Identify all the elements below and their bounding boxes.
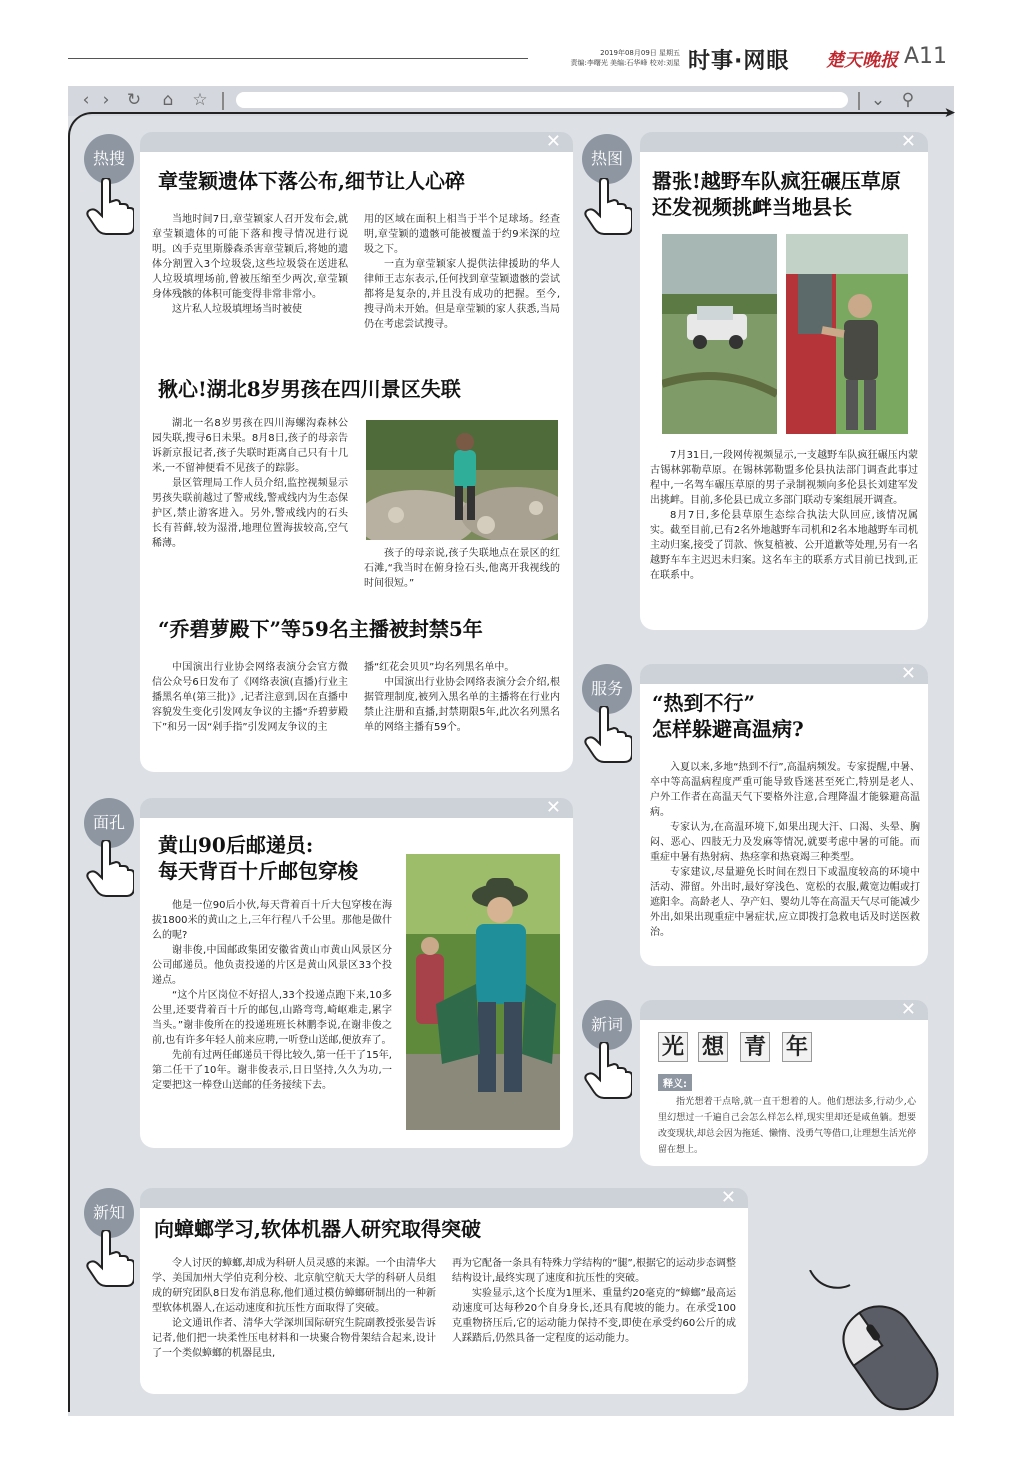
story8-para2: 论文通讯作者、清华大学深圳国际研究生院副教授张晏告诉记者,他们把一块柔性压电材料和一块聚合物骨架结合起来,设计了一个类似蟑螂的机器昆虫, xyxy=(152,1318,436,1359)
definition-text: 指光想着干点啥,就一直干想着的人。他们想法多,行动少,心里幻想过一千遍自己会怎么样怎么样,现实里却还是咸鱼躺。想要改变现状,却总会因为拖延、懒惰、没勇气等借口,让理想生活光停留在想上。 xyxy=(658,1097,916,1155)
story3-para1: 中国演出行业协会网络表演分会官方微信公众号6日发布了《网络表演(直播)行业主播黑名单(第三批)》,记者注意到,因在直播中容貌发生变化引发网友争议的主播“乔碧萝殿下”和另一因“剁手指”引发网友争议的主 xyxy=(152,662,348,733)
card-titlebar xyxy=(140,798,573,818)
home-icon: ⌂ xyxy=(162,90,174,110)
story5-title-line2: 怎样躲避高温病? xyxy=(652,717,804,741)
dropdown-icon: ⌄ xyxy=(870,90,886,110)
close-icon[interactable]: ✕ xyxy=(720,1187,736,1208)
story6-para3: “这个片区岗位不好招人,33个投递点跑下来,10多公里,还要背着百十斤的邮包,山路弯弯,崎岖难走,累字当头。”谢非俊所在的投递班班长林鹏李说,在谢非俊之前,也有许多年轻人前来应聘,一听登山送邮,便放弃了。 xyxy=(152,990,392,1046)
story5-text xyxy=(650,760,920,940)
story1-col1 xyxy=(152,212,348,317)
story6-para1: 他是一位90后小伙,每天背着百十斤大包穿梭在海拔1800米的黄山之上,三年行程八千公里。那他是做什么的呢? xyxy=(152,900,392,941)
story8-para3: 再为它配备一条具有特殊力学结构的“腿”,根据它的运动步态调整结构设计,最终实现了速度和抗压性的突破。 xyxy=(452,1258,736,1284)
story3-title: “乔碧萝殿下”等59名主播被封禁5年 xyxy=(158,617,483,641)
story2-text xyxy=(152,416,348,551)
story1-col2 xyxy=(364,212,560,332)
photo-offroad-car xyxy=(662,234,777,434)
story3-para3: 中国演出行业协会网络表演分会介绍,根据管理制度,被列入黑名单的主播将在行业内禁止注册和直播,封禁期限5年,此次名列黑名单的网络主播有59个。 xyxy=(364,677,560,733)
pointer-hand-icon xyxy=(584,706,632,764)
story4-para2: 8月7日,多伦县草原生态综合执法大队回应,该情况属实。截至目前,已有2名外地越野车司机和2名本地越野车司机主动归案,接受了罚款、恢复植被、公开道歉等处理,另有一名越野车车主迟迟未归案。这名车主的联系方式目前已找到,正在联系中。 xyxy=(650,510,918,581)
card-titlebar xyxy=(140,132,573,152)
story4-title-line2: 还发视频挑衅当地县长 xyxy=(652,195,852,219)
badge-hot-photo: 热图 xyxy=(582,134,632,184)
new-word-char: 青 xyxy=(740,1032,770,1062)
story2-caption xyxy=(364,546,560,591)
flow-arrow-icon: ➤ xyxy=(944,105,956,121)
forward-icon: › xyxy=(102,90,110,110)
close-icon[interactable]: ✕ xyxy=(900,663,916,684)
story3-col1 xyxy=(152,660,348,735)
pointer-hand-icon xyxy=(584,1042,632,1100)
story4-title xyxy=(652,168,922,220)
pointer-hand-icon xyxy=(86,840,134,898)
toolbar-divider xyxy=(222,92,224,110)
card-titlebar xyxy=(140,1188,748,1208)
close-icon[interactable]: ✕ xyxy=(545,131,561,152)
header-meta xyxy=(540,48,680,68)
photo-postman xyxy=(406,854,560,1130)
star-icon: ☆ xyxy=(192,90,208,110)
story5-title xyxy=(652,690,922,742)
new-word-char: 想 xyxy=(698,1032,728,1062)
story3-col2 xyxy=(364,660,560,735)
pointer-hand-icon xyxy=(86,178,134,236)
story8-para4: 实验显示,这个长度为1厘米、重量约20毫克的“蟑螂”最高运动速度可达每秒20个自身身长,还具有爬坡的能力。在承受100克重物挤压后,它的运动能力保持不变,即使在承受约60公斤的成人踩踏后,仍然具备一定程度的运动能力。 xyxy=(452,1288,736,1344)
definition-label: 释义: xyxy=(658,1074,692,1091)
story5-title-line1: “热到不行” xyxy=(652,691,756,715)
pointer-hand-icon xyxy=(584,178,632,236)
card-titlebar xyxy=(640,1000,928,1020)
badge-hot-search: 热搜 xyxy=(84,134,134,184)
story1-title: 章莹颖遗体下落公布,细节让人心碎 xyxy=(158,169,465,193)
story8-title: 向蟑螂学习,软体机器人研究取得突破 xyxy=(154,1217,481,1241)
story2-caption-text: 孩子的母亲说,孩子失联地点在景区的红石滩,“我当时在俯身捡石头,他离开我视线的时间很短。” xyxy=(364,548,560,589)
new-word-char: 年 xyxy=(782,1032,812,1062)
pointer-hand-icon xyxy=(86,1230,134,1288)
story6-para2: 谢非俊,中国邮政集团安徽省黄山市黄山风景区分公司邮递员。他负责投递的片区是黄山风景区33个投递点。 xyxy=(152,945,392,986)
story1-para1: 当地时间7日,章莹颖家人召开发布会,就章莹颖遗体的可能下落和搜寻情况进行说明。凶手克里斯滕森杀害章莹颖后,将她的遗体分割置入3个垃圾袋,这些垃圾袋在送进私人垃圾填埋场前,曾被压缩至少两次,章莹颖身体残骸的体积可能变得非常非常小。 xyxy=(152,214,348,300)
badge-new-word: 新词 xyxy=(582,1000,632,1050)
story6-text xyxy=(152,898,392,1093)
close-icon[interactable]: ✕ xyxy=(900,131,916,152)
story3-para2: 播“红花会贝贝”均名列黑名单中。 xyxy=(364,662,515,673)
page-number: A11 xyxy=(904,44,948,69)
refresh-icon: ↻ xyxy=(126,90,142,110)
story6-title-line1: 黄山90后邮递员: xyxy=(158,833,314,857)
story4-text xyxy=(650,448,918,583)
photo-driver xyxy=(786,234,908,434)
story8-para1: 令人讨厌的蟑螂,却成为科研人员灵感的来源。一个由清华大学、美国加州大学伯克利分校、北京航空航天大学的科研人员组成的研究团队8日发布消息称,他们通过模仿蟑螂研制出的一种新型软体机器人,在运动速度和抗压性方面取得了突破。 xyxy=(152,1258,436,1314)
story4-para1: 7月31日,一段网传视频显示,一支越野车队疯狂碾压内蒙古锡林郭勒草原。在锡林郭勒盟多伦县执法部门调查此事过程中,一名驾车碾压草原的男子录制视频向多伦县长刘建军发出挑衅。目前,多伦县已成立多部门联动专案组展开调查。 xyxy=(650,450,918,506)
mouse-icon xyxy=(800,1270,960,1415)
badge-face: 面孔 xyxy=(84,798,134,848)
story4-title-line1: 嚣张!越野车队疯狂碾压草原 xyxy=(652,169,901,193)
card-titlebar xyxy=(640,132,928,152)
story6-para4: 先前有过两任邮递员干得比较久,第一任干了15年,第二任干了10年。谢非俊表示,日日坚持,久久为功,一定要把这一棒登山送邮的任务接续下去。 xyxy=(152,1050,392,1091)
header-date: 2019年08月09日 星期五 xyxy=(600,49,680,57)
story2-para1: 湖北一名8岁男孩在四川海螺沟森林公园失联,搜寻6日未果。8月8日,孩子的母亲告诉新京报记者,孩子失联时距离自己只有十几米,一不留神便看不见孩子的踪影。 xyxy=(152,418,348,474)
story5-para2: 专家认为,在高温环境下,如果出现大汗、口渴、头晕、胸闷、恶心、四肢无力及发麻等情况,就要考虑中暑的可能。而重症中暑有热射病、热痉挛和热衰竭三种类型。 xyxy=(650,822,920,863)
section-title: 时事·网眼 xyxy=(688,49,790,74)
story5-para3: 专家建议,尽量避免长时间在烈日下或温度较高的环境中活动、滞留。外出时,最好穿浅色、宽松的衣服,戴宽边帽或打遮阳伞。高龄老人、孕产妇、婴幼儿等在高温天气尽可能减少外出,如果出现重症中暑症状,应立即拨打急救电话及时送医救治。 xyxy=(650,867,920,938)
story1-para4: 一直为章莹颖家人提供法律援助的华人律师王志东表示,任何找到章莹颖遗骸的尝试都将是复杂的,并且没有成功的把握。至今,搜寻尚未开始。但是章莹颖的家人获悉,当局仍在考虑尝试搜寻。 xyxy=(364,259,560,330)
close-icon[interactable]: ✕ xyxy=(545,797,561,818)
address-bar xyxy=(236,92,848,108)
toolbar-divider-right xyxy=(858,92,860,110)
story6-title xyxy=(158,832,398,884)
search-icon: ⚲ xyxy=(901,90,915,110)
header-rule xyxy=(68,58,528,59)
story8-col2 xyxy=(452,1256,736,1346)
story8-col1 xyxy=(152,1256,436,1361)
story6-title-line2: 每天背百十斤邮包穿梭 xyxy=(158,859,358,883)
back-icon: ‹ xyxy=(82,90,90,110)
badge-new-knowledge: 新知 xyxy=(84,1188,134,1238)
badge-service: 服务 xyxy=(582,664,632,714)
story1-para3: 用的区域在面积上相当于半个足球场。经查明,章莹颖的遗骸可能被覆盖于约9米深的垃圾之下。 xyxy=(364,214,560,255)
story2-title: 揪心!湖北8岁男孩在四川景区失联 xyxy=(158,377,461,401)
story1-para2: 这片私人垃圾填埋场当时被使 xyxy=(172,304,302,315)
header-editors: 责编:李曙光 美编:石华峰 校对:刘星 xyxy=(570,59,680,67)
story5-para1: 入夏以来,多地“热到不行”,高温病频发。专家提醒,中暑、卒中等高温病程度严重可能导致昏迷甚至死亡,特别是老人、户外工作者在高温天气下要格外注意,合理降温才能躲避高温病。 xyxy=(650,762,920,818)
card-titlebar xyxy=(640,664,928,684)
photo-missing-boy xyxy=(366,420,558,540)
newspaper-logo: 楚天晚报 xyxy=(826,50,898,71)
close-icon[interactable]: ✕ xyxy=(900,999,916,1020)
new-word-char: 光 xyxy=(658,1032,688,1062)
story2-para2: 景区管理局工作人员介绍,监控视频显示男孩失联前越过了警戒线,警戒线内为生态保护区,禁止游客进入。另外,警戒线内的石头长有苔藓,较为湿滑,地理位置海拔较高,空气稀薄。 xyxy=(152,478,348,549)
